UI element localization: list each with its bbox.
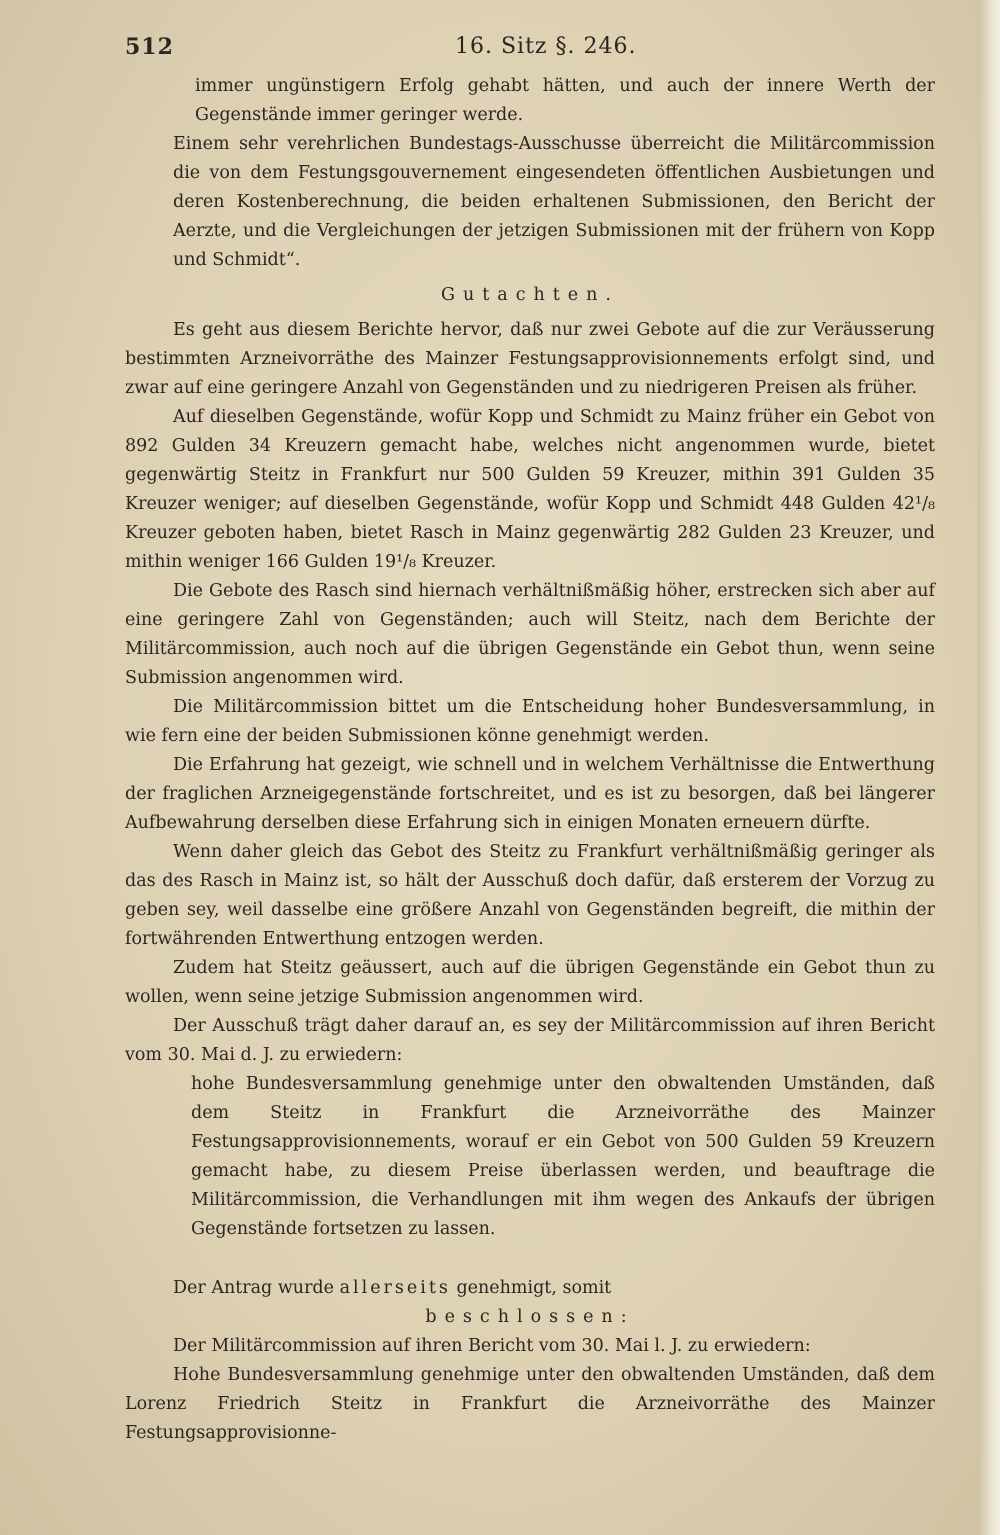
running-head: 16. Sitz §. 246. bbox=[455, 34, 637, 59]
resolution-emphasis: allerseits bbox=[339, 1278, 451, 1298]
page-edge bbox=[978, 0, 1000, 1535]
heading-beschlossen bbox=[125, 1303, 935, 1332]
paragraph-report-text: Einem sehr verehrlichen Bundestags-Ausschusse überreicht die Militärcommission die von dem Festungsgouvernement eingesendeten öffentlichen Ausbietungen und deren Kostenberechnung, die beiden erhaltenen Submissionen, den Bericht der Aerzte, und die Vergleichungen der jetzigen Submissionen mit der frühern von Kopp und Schmidt“. bbox=[173, 134, 935, 270]
paragraph-8: Wenn daher gleich das Gebot des Steitz zu Frankfurt verhältnißmäßig geringer als das des Rasch in Mainz ist, so hält der Ausschuß doch dafür, daß ersterem der Vorzug zu geben sey, weil dasselbe eine größere Anzahl von Gegenständen begreift, die mithin der fortwährenden Entwerthung entzogen werden. bbox=[125, 842, 935, 949]
paragraph-13: Der Militärcommission auf ihren Bericht vom 30. Mai l. J. zu erwiedern: bbox=[173, 1336, 811, 1356]
paragraph-7: Die Erfahrung hat gezeigt, wie schnell und in welchem Verhältnisse die Entwerthung der fraglichen Arzneigegenstände fortschreitet, und es ist zu besorgen, daß bei längerer Aufbewahrung derselben diese Erfahrung sich in einigen Monaten erneuern dürfte. bbox=[125, 755, 935, 833]
resolution-text-c: genehmigt, somit bbox=[456, 1278, 612, 1298]
heading-beschlossen-text: beschlossen: bbox=[425, 1307, 635, 1327]
heading-gutachten bbox=[125, 281, 935, 310]
paragraph-5: Die Gebote des Rasch sind hiernach verhältnißmäßig höher, erstrecken sich aber auf eine geringere Zahl von Gegenständen; auch will Steitz, nach dem Berichte der Militärcommission, auch noch auf die übrigen Gegenstände ein Gebot thun, wenn seine Submission angenommen wird. bbox=[125, 581, 935, 688]
page-body bbox=[125, 72, 935, 1448]
paragraph-6: Die Militärcommission bittet um die Entscheidung hoher Bundesversammlung, in wie fern eine der beiden Submissionen könne genehmigt werden. bbox=[125, 697, 935, 746]
paragraph-4: Auf dieselben Gegenstände, wofür Kopp und Schmidt zu Mainz früher ein Gebot von 892 Gulden 34 Kreuzern gemacht habe, welches nicht angenommen wurde, bietet gegenwärtig Steitz in Frankfurt nur 500 Gulden 59 Kreuzer, mithin 391 Gulden 35 Kreuzer weniger; auf dieselben Gegenstände, wofür Kopp und Schmidt 448 Gulden 42¹/₈ Kreuzer geboten haben, bietet Rasch in Mainz gegenwärtig 282 Gulden 23 Kreuzer, und mithin weniger 166 Gulden 19¹/₈ Kreuzer. bbox=[125, 407, 935, 572]
paragraph-continued: immer ungünstigern Erfolg gehabt hätten, und auch der innere Werth der Gegenstände immer geringer werde. bbox=[195, 76, 935, 125]
page-header bbox=[125, 34, 935, 64]
heading-gutachten-text: Gutachten. bbox=[440, 285, 619, 305]
resolution-text-a: Der Antrag wurde bbox=[173, 1278, 334, 1298]
paragraph-9: Zudem hat Steitz geäussert, auch auf die übrigen Gegenstände ein Gebot thun zu wollen, wenn seine jetzige Submission angenommen wird. bbox=[125, 958, 935, 1007]
paragraph-10: Der Ausschuß trägt daher darauf an, es sey der Militärcommission auf ihren Bericht vom 30. Mai d. J. zu erwiedern: bbox=[125, 1016, 935, 1065]
paragraph-12 bbox=[125, 1274, 935, 1303]
paragraph-14: Hohe Bundesversammlung genehmige unter den obwaltenden Umständen, daß dem Lorenz Friedrich Steitz in Frankfurt die Arzneivorräthe des Mainzer Festungsapprovisionne- bbox=[125, 1365, 935, 1443]
paragraph-report bbox=[125, 130, 935, 275]
paragraph-3: Es geht aus diesem Berichte hervor, daß nur zwei Gebote auf die zur Veräusserung bestimmten Arzneivorräthe des Mainzer Festungsapprovisionnements erfolgt sind, und zwar auf eine geringere Anzahl von Gegenständen und zu niedrigeren Preisen als früher. bbox=[125, 320, 935, 398]
page-number: 512 bbox=[125, 34, 174, 60]
paragraph-11-proposal: hohe Bundesversammlung genehmige unter den obwaltenden Umständen, daß dem Steitz in Frankfurt die Arzneivorräthe des Mainzer Festungsapprovisionnements, worauf er ein Gebot von 500 Gulden 59 Kreuzern gemacht habe, zu diesem Preise überlassen werden, und beauftrage die Militärcommission, die Verhandlungen mit ihm wegen des Ankaufs der übrigen Gegenstände fortsetzen zu lassen. bbox=[191, 1074, 935, 1239]
